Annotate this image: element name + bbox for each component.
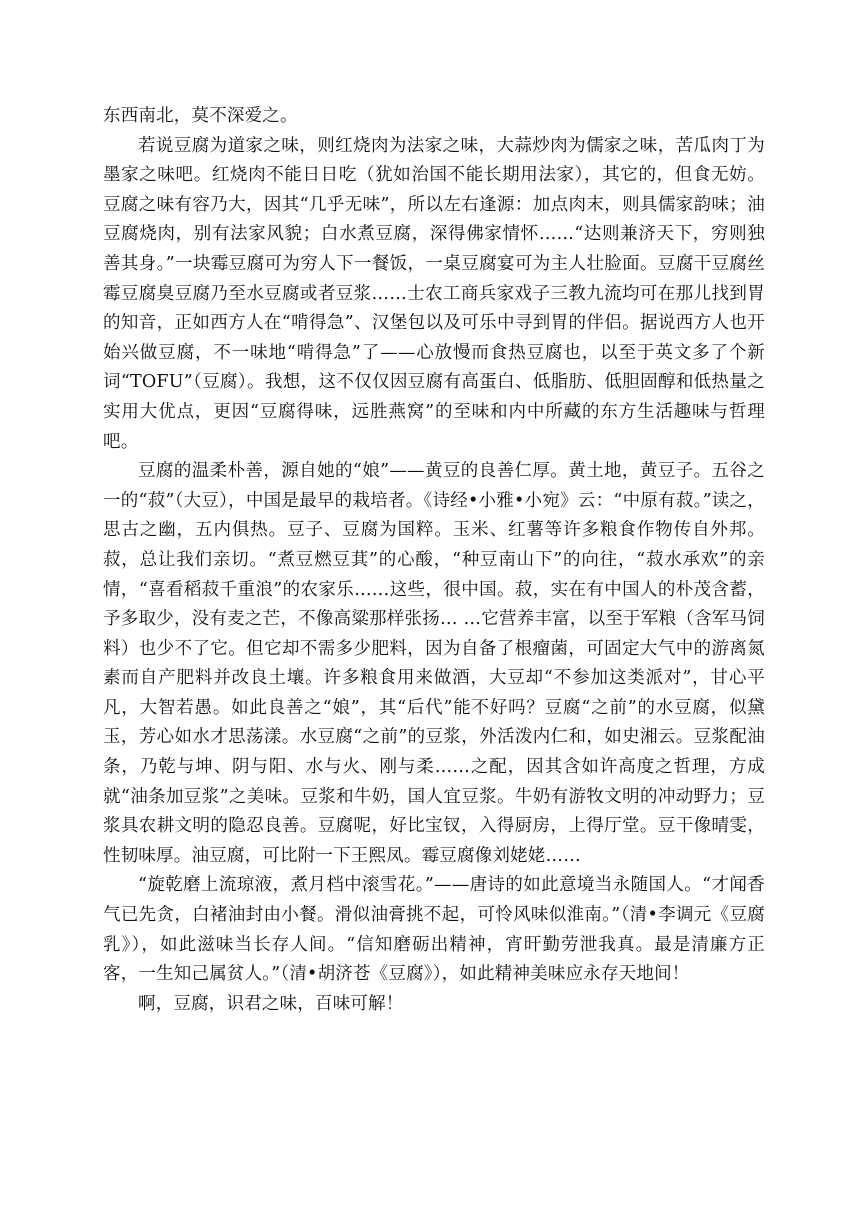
paragraph-closing: 啊，豆腐，识君之味，百味可解！: [138, 993, 404, 1014]
paragraph-flavor-schools: 若说豆腐为道家之味，则红烧肉为法家之味，大蒜炒肉为儒家之味，苦瓜肉丁为墨家之味吧。红烧肉不能日日吃（犹如治国不能长期用法家），其它的，但食无妨。豆腐之味有容乃大，因其“几乎无味”，所以左右逢源：加点肉末，则具儒家韵味；油豆腐烧肉，别有法家风貌；白水煮豆腐，深得佛家情怀……“达则兼济天下，穷则独善其身。”一块霉豆腐可为穷人下一餐饭，一桌豆腐宴可为主人壮脸面。豆腐干豆腐丝霉豆腐臭豆腐乃至水豆腐或者豆浆……士农工商兵家戏子三教九流均可在那儿找到胃的知音，正如西方人在“啃得急”、汉堡包以及可乐中寻到胃的伴侣。据说西方人也开始兴做豆腐，不一味地“啃得急”了——心放慢而食热豆腐也，以至于英文多了个新词“TOFU”（豆腐）。我想，这不仅仅因豆腐有高蛋白、低脂肪、低胆固醇和低热量之实用大优点，更因“豆腐得味，远胜燕窝”的至味和内中所藏的东方生活趣味与哲理吧。: [103, 135, 765, 452]
paragraph-poems: “旋乾磨上流琼液，煮月档中滚雪花。”——唐诗的如此意境当永随国人。“才闻香气已先贪，白褚油封由小餐。滑似油膏挑不起，可怜风味似淮南。”（清•李调元《豆腐乳》），如此滋味当长存人间。“信知磨砺出精神，宵旰勤劳泄我真。最是清廉方正客，一生知己属贫人。”（清•胡济苍《豆腐》），如此精神美味应永存天地间！: [103, 875, 765, 985]
paragraph-soybean-mother: 豆腐的温柔朴善，源自她的“娘”——黄豆的良善仁厚。黄土地，黄豆子。五谷之一的“菽”（大豆），中国是最早的栽培者。《诗经•小雅•小宛》云：“中原有菽。”读之，思古之幽，五内俱热。豆子、豆腐为国粹。玉米、红薯等许多粮食作物传自外邦。菽，总让我们亲切。“煮豆燃豆萁”的心酸，“种豆南山下”的向往，“菽水承欢”的亲情，“喜看稻菽千重浪”的农家乐……这些，很中国。菽，实在有中国人的朴茂含蓄，予多取少，没有麦之芒，不像高粱那样张扬… …它营养丰富，以至于军粮（含军马饲料）也少不了它。但它却不需多少肥料，因为自备了根瘤菌，可固定大气中的游离氮素而自产肥料并改良土壤。许多粮食用来做酒，大豆却“不参加这类派对”，甘心平凡，大智若愚。如此良善之“娘”，其“后代”能不好吗？豆腐“之前”的水豆腐，似黛玉，芳心如水才思荡漾。水豆腐“之前”的豆浆，外活泼内仁和，如史湘云。豆浆配油条，乃乾与坤、阴与阳、水与火、刚与柔……之配，因其含如许高度之哲理，方成就“油条加豆浆”之美味。豆浆和牛奶，国人宜豆浆。牛奶有游牧文明的冲动野力；豆浆具农耕文明的隐忍良善。豆腐呢，好比宝钗，入得厨房，上得厅堂。豆干像晴雯，性韧味厚。油豆腐，可比附一下王熙凤。霉豆腐像刘姥姥……: [103, 461, 765, 866]
document-body: [103, 102, 765, 1019]
paragraph-continuation: 东西南北，莫不深爱之。: [103, 106, 298, 126]
